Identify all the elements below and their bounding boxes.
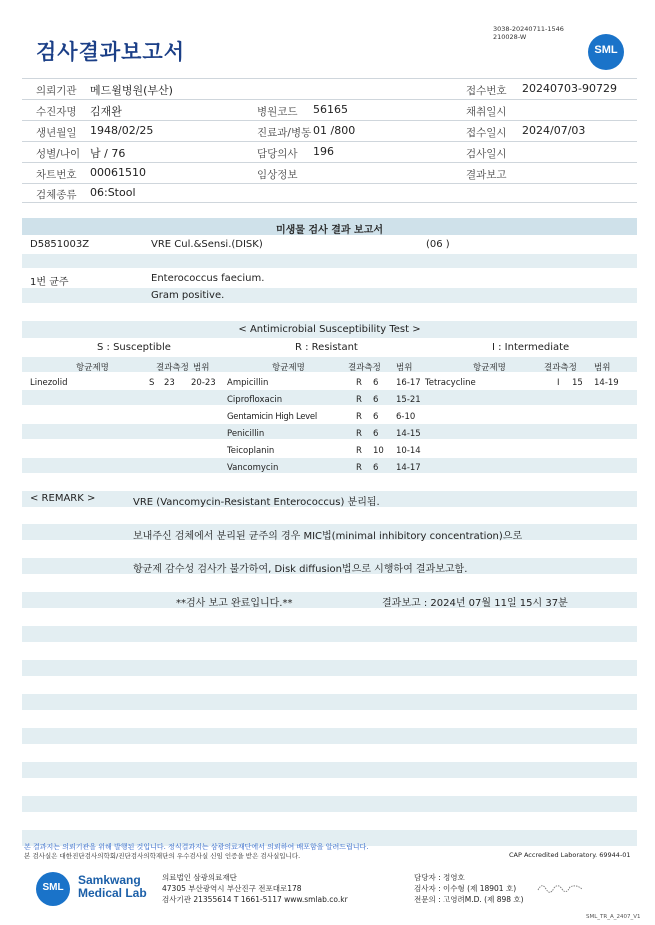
footer-notice-2: 본 검사실은 대한진단검사의학회/진단검사의학재단의 우수검사실 신임 인증을 받은 검사실입니다.	[24, 852, 301, 860]
receipt-no-value: 20240703-90729	[522, 82, 617, 95]
sex-age-label: 성별/나이	[36, 148, 81, 160]
drug-name: Vancomycin	[227, 463, 279, 473]
zone-range: 14-15	[396, 429, 421, 439]
drug-name: Teicoplanin	[227, 446, 275, 456]
row-band	[22, 762, 637, 778]
sir-result: I	[557, 378, 560, 388]
divider	[22, 99, 637, 100]
col-header-range: 범위	[594, 363, 611, 373]
drug-name: Tetracycline	[425, 378, 476, 388]
hospital-code-label: 병원코드	[257, 106, 298, 118]
zone-range: 6-10	[396, 412, 416, 422]
zone-value: 6	[373, 412, 379, 422]
doctor-label: 담당의사	[257, 148, 298, 160]
report-complete: **검사 보고 완료입니다.**	[176, 598, 293, 609]
zone-range: 15-21	[396, 395, 421, 405]
col-header-result: 결과측정	[156, 363, 189, 373]
receipt-no-label: 접수번호	[466, 85, 507, 97]
zone-value: 10	[373, 446, 384, 456]
org-address: 47305 부산광역시 부산진구 전포대로178	[162, 884, 302, 893]
drug-name: Linezolid	[30, 378, 68, 388]
organism-name: Enterococcus faecium.	[151, 273, 265, 284]
brand-name	[78, 874, 147, 900]
col-header-result: 결과측정	[348, 363, 381, 373]
institution-value: 메드윌병원(부산)	[90, 84, 173, 97]
result-report-label: 결과보고	[466, 169, 507, 181]
zone-range: 14-17	[396, 463, 421, 473]
zone-range: 16-17	[396, 378, 421, 388]
sir-result: R	[356, 463, 362, 473]
col-header-drug: 항균제명	[76, 363, 109, 373]
department-label: 진료과/병동	[257, 127, 312, 139]
ast-title: < Antimicrobial Susceptibility Test >	[238, 324, 421, 335]
birthdate-value: 1948/02/25	[90, 124, 154, 137]
zone-range: 10-14	[396, 446, 421, 456]
signature-icon	[536, 880, 586, 894]
report-time: 결과보고 : 2024년 07월 11일 15시 37분	[382, 598, 568, 609]
row-band	[22, 458, 637, 473]
drug-name: Penicillin	[227, 429, 265, 439]
legend-resistant: R : Resistant	[295, 342, 358, 353]
col-header-drug: 항균제명	[272, 363, 305, 373]
legend-susceptible: S : Susceptible	[97, 342, 171, 353]
received-time-label: 접수일시	[466, 127, 507, 139]
cap-accreditation: CAP Accredited Laboratory. 69944-01	[509, 851, 631, 859]
col-header-drug: 항균제명	[473, 363, 506, 373]
chart-no-label: 차트번호	[36, 169, 77, 181]
test-code: D5851003Z	[30, 239, 90, 250]
zone-value: 6	[373, 378, 379, 388]
chart-no-value: 00061510	[90, 166, 146, 179]
doctor-value: 196	[313, 145, 334, 158]
col-header-range: 범위	[396, 363, 413, 373]
received-time-value: 2024/07/03	[522, 124, 586, 137]
exam-time-label: 검사일시	[466, 148, 507, 160]
row-band	[22, 660, 637, 676]
brand-name-line-1: Samkwang	[78, 873, 141, 887]
institution-label: 의뢰기관	[36, 85, 77, 97]
patient-name-value: 김재완	[90, 105, 122, 118]
remark-line-2: 보내주신 검체에서 분리된 균주의 경우 MIC법(minimal inhibitory concentration)으로	[133, 531, 523, 542]
zone-range: 20-23	[191, 378, 216, 388]
sir-result: R	[356, 446, 362, 456]
org-name: 의료법인 삼광의료재단	[162, 873, 237, 882]
sir-result: R	[356, 412, 362, 422]
row-band	[22, 728, 637, 744]
drug-name: Ampicillin	[227, 378, 269, 388]
specimen-label: 검체종류	[36, 189, 77, 201]
staff-manager: 담당자 : 정영호	[414, 873, 465, 882]
divider	[22, 120, 637, 121]
drug-name: Gentamicin High Level	[227, 412, 317, 422]
document-id-line-2: 210028-W	[493, 33, 527, 41]
org-contact: 검사기관 21355614 T 1661-5117 www.smlab.co.kr	[162, 895, 348, 904]
collection-time-label: 채취일시	[466, 106, 507, 118]
document-id-line-1: 3038-20240711-1546	[493, 25, 564, 33]
sir-result: R	[356, 395, 362, 405]
test-name: VRE Cul.&Sensi.(DISK)	[151, 239, 263, 250]
sml-logo-text: SML	[594, 44, 618, 56]
staff-specialist: 전문의 : 고영려M.D. (제 898 호)	[414, 895, 524, 904]
footer-notice-1: 본 결과지는 의뢰기관을 위해 발행된 것입니다. 정식결과지는 삼광의료재단에서 의뢰하여 배포함을 알려드립니다.	[24, 843, 369, 851]
zone-value: 6	[373, 463, 379, 473]
legend-intermediate: I : Intermediate	[492, 342, 570, 353]
divider	[22, 162, 637, 163]
remark-line-1: VRE (Vancomycin-Resistant Enterococcus) 분리됨.	[133, 497, 380, 508]
birthdate-label: 생년월일	[36, 127, 77, 139]
col-header-result: 결과측정	[544, 363, 577, 373]
sml-logo-icon	[588, 34, 624, 70]
sir-result: R	[356, 429, 362, 439]
sir-result: R	[356, 378, 362, 388]
divider	[22, 202, 637, 203]
row-band	[22, 694, 637, 710]
zone-value: 15	[572, 378, 583, 388]
zone-value: 6	[373, 429, 379, 439]
divider	[22, 78, 637, 79]
brand-name-line-2: Medical Lab	[78, 886, 147, 900]
col-header-range: 범위	[193, 363, 210, 373]
remark-label: < REMARK >	[30, 493, 96, 504]
row-band	[22, 796, 637, 812]
document-id	[493, 25, 564, 41]
zone-range: 14-19	[594, 378, 619, 388]
row-band	[22, 288, 637, 303]
remark-line-3: 항균제 감수성 검사가 불가하여, Disk diffusion법으로 시행하여 결과보고함.	[133, 564, 468, 575]
row-band	[22, 424, 637, 439]
staff-tester: 검사자 : 이수형 (제 18901 호)	[414, 884, 517, 893]
clinical-info-label: 임상정보	[257, 169, 298, 181]
report-title: 검사결과보고서	[36, 40, 186, 64]
test-number: (06 )	[426, 239, 450, 250]
specimen-value: 06:Stool	[90, 186, 136, 199]
sml-footer-logo-icon	[36, 872, 70, 906]
patient-name-label: 수진자명	[36, 106, 77, 118]
row-band	[22, 254, 637, 268]
gram-stain: Gram positive.	[151, 290, 225, 301]
row-band	[22, 626, 637, 642]
divider	[22, 141, 637, 142]
form-code: SML_TR_A_2407_V1	[586, 914, 641, 920]
isolate-label: 1번 균주	[30, 277, 69, 288]
sir-result: S	[149, 378, 155, 388]
section-title: 미생물 검사 결과 보고서	[275, 225, 384, 236]
zone-value: 23	[164, 378, 175, 388]
drug-name: Ciprofloxacin	[227, 395, 283, 405]
row-band	[22, 390, 637, 405]
zone-value: 6	[373, 395, 379, 405]
sml-footer-logo-text: SML	[42, 882, 64, 893]
divider	[22, 183, 637, 184]
department-value: 01 /800	[313, 124, 356, 137]
sex-age-value: 남 / 76	[90, 147, 126, 160]
hospital-code-value: 56165	[313, 103, 348, 116]
